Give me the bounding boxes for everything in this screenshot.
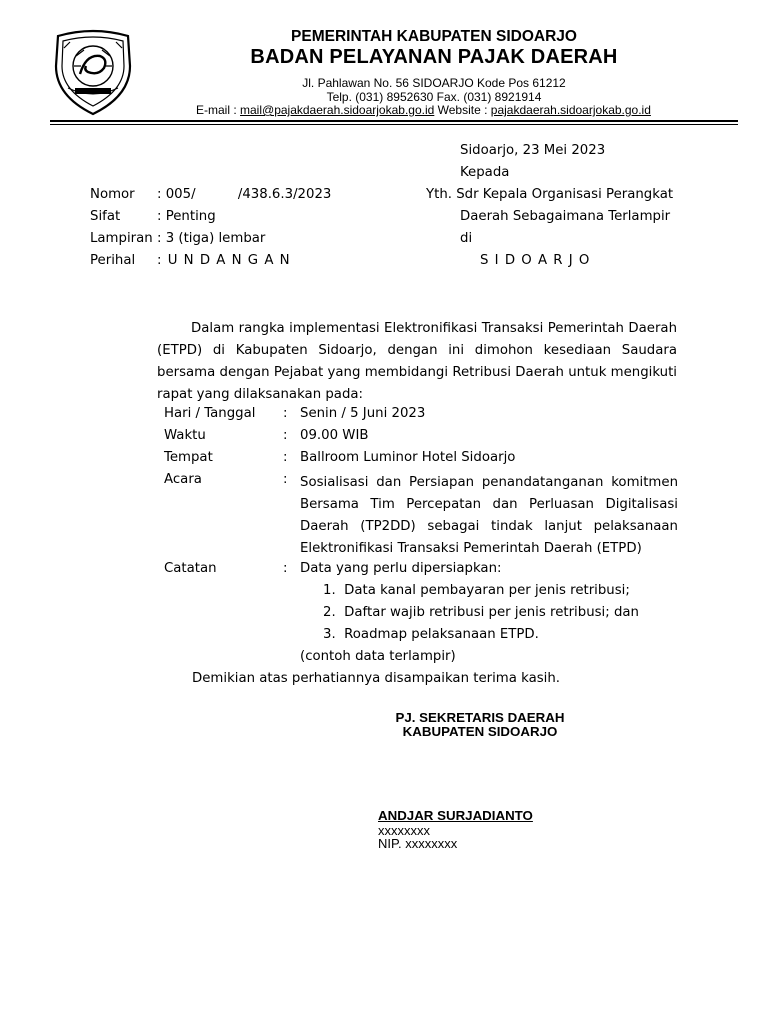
detail-sep-date: : <box>283 406 288 421</box>
letterhead-rule-thick <box>50 120 738 122</box>
recipient-di: di <box>460 231 473 246</box>
note-item-2: 2. Daftar wajib retribusi per jenis retribusi; dan <box>323 605 639 620</box>
detail-label-notes: Catatan <box>164 561 217 576</box>
detail-sep-time: : <box>283 428 288 443</box>
place-date: Sidoarjo, 23 Mei 2023 <box>460 143 606 158</box>
recipient-kepada: Kepada <box>460 165 510 180</box>
closing-sentence: Demikian atas perhatiannya disampaikan terima kasih. <box>192 671 561 686</box>
notes-footer: (contoh data terlampir) <box>300 649 456 664</box>
meta-value-lampiran: : 3 (tiga) lembar <box>157 231 266 246</box>
email-link[interactable]: mail@pajakdaerah.sidoarjokab.go.id <box>240 103 435 117</box>
detail-label-time: Waktu <box>164 428 206 443</box>
detail-value-time: 09.00 WIB <box>300 428 369 443</box>
signatory-nip: NIP. xxxxxxxx <box>378 836 458 851</box>
signature-title-2: KABUPATEN SIDOARJO <box>402 724 558 739</box>
letterhead-contact <box>196 103 651 117</box>
detail-value-place: Ballroom Luminor Hotel Sidoarjo <box>300 450 516 465</box>
note-item-3: 3. Roadmap pelaksanaan ETPD. <box>323 627 539 642</box>
email-label: E-mail : <box>196 103 241 117</box>
meta-value-sifat: : Penting <box>157 209 216 224</box>
detail-value-agenda: Sosialisasi dan Persiapan penandatanganan komitmen Bersama Tim Percepatan dan Perluasan Digitalisasi Daerah (TP2DD) sebagai tindak lanjut pelaksanaan Elektronifikasi Transaksi Pemerintah Daerah (ETPD) <box>300 475 678 556</box>
signature-title-1: PJ. SEKRETARIS DAERAH <box>395 710 565 725</box>
detail-label-agenda: Acara <box>164 472 202 487</box>
detail-sep-notes: : <box>283 561 288 576</box>
meta-label-nomor: Nomor <box>90 187 135 202</box>
meta-label-sifat: Sifat <box>90 209 121 224</box>
letterhead-government: PEMERINTAH KABUPATEN SIDOARJO <box>291 28 577 45</box>
recipient-line2: Daerah Sebagaimana Terlampir <box>460 209 671 224</box>
detail-label-date: Hari / Tanggal <box>164 406 256 421</box>
recipient-city: S I D O A R J O <box>480 253 591 268</box>
body-intro <box>157 318 677 406</box>
detail-sep-place: : <box>283 450 288 465</box>
note-item-1: 1. Data kanal pembayaran per jenis retribusi; <box>323 583 630 598</box>
meta-label-perihal: Perihal <box>90 253 136 268</box>
website-link[interactable]: pajakdaerah.sidoarjokab.go.id <box>490 103 651 117</box>
detail-value-notes: Data yang perlu dipersiapkan: <box>300 561 502 576</box>
detail-value-date: Senin / 5 Juni 2023 <box>300 406 426 421</box>
website-label: Website : <box>434 103 491 117</box>
signatory-name: ANDJAR SURJADIANTO <box>378 808 533 823</box>
letterhead-phone: Telp. (031) 8952630 Fax. (031) 8921914 <box>326 90 542 104</box>
signatory-rank: xxxxxxxx <box>378 823 430 838</box>
meta-label-lampiran: Lampiran <box>90 231 153 246</box>
intro-paragraph: Dalam rangka implementasi Elektronifikasi Transaksi Pemerintah Daerah (ETPD) di Kabupaten Sidoarjo, dengan ini dimohon kesediaan Saudara bersama dengan Pejabat yang membidangi Retribusi Daerah untuk mengikuti rapat yang dilaksanakan pada: <box>157 321 677 402</box>
letterhead-rule-thin <box>50 124 738 125</box>
detail-sep-agenda: : <box>283 472 288 487</box>
recipient-yth: Yth. Sdr Kepala Organisasi Perangkat <box>426 187 674 202</box>
detail-label-place: Tempat <box>164 450 213 465</box>
meta-value-perihal: : U N D A N G A N <box>157 253 291 268</box>
letterhead-agency: BADAN PELAYANAN PAJAK DAERAH <box>250 46 618 68</box>
letterhead-address: Jl. Pahlawan No. 56 SIDOARJO Kode Pos 61212 <box>302 76 566 90</box>
meta-value-nomor: : 005/ /438.6.3/2023 <box>157 187 332 202</box>
